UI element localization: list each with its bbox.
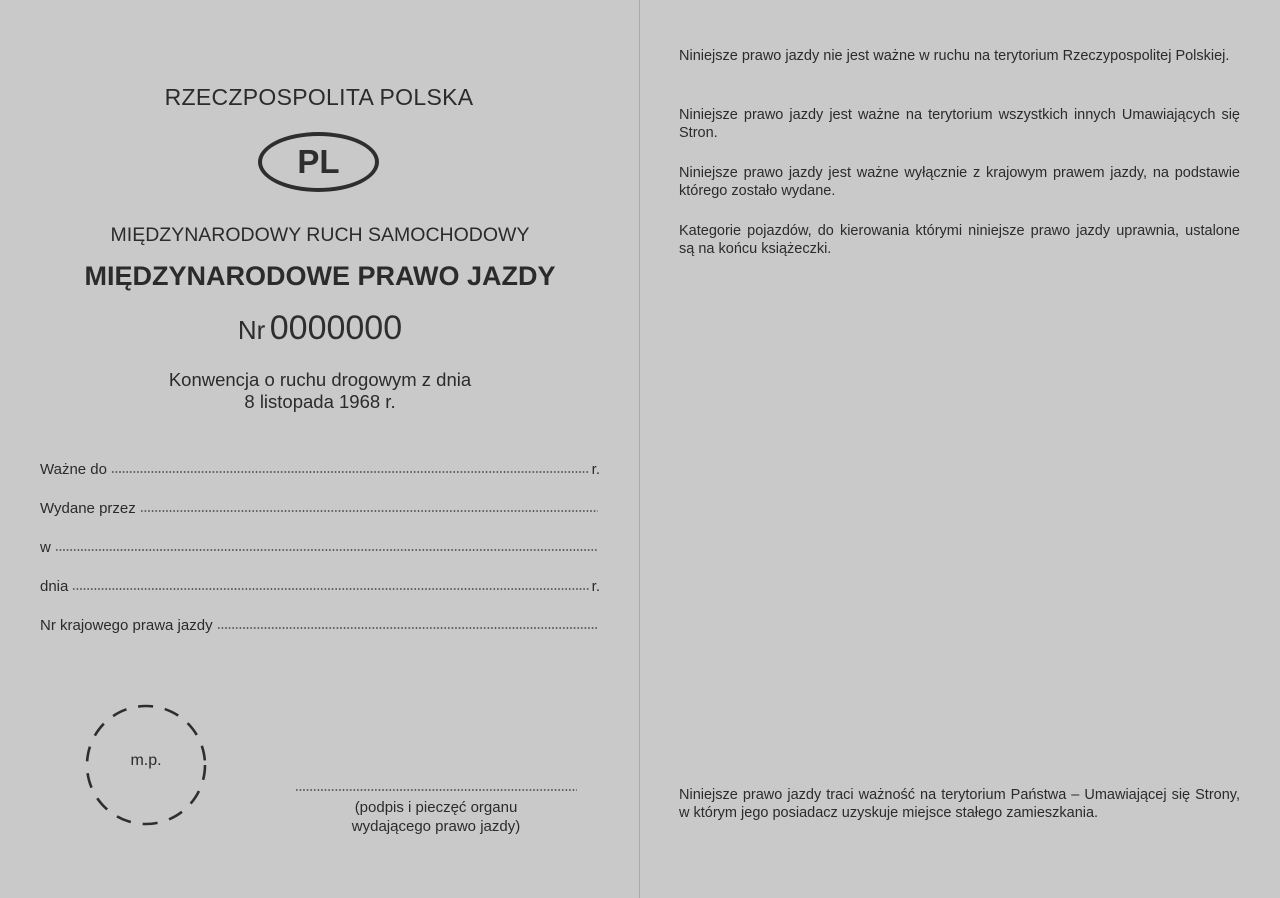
dotted-line[interactable] (140, 509, 598, 513)
field-suffix: r. (591, 578, 600, 595)
signature-caption-line-2: wydającego prawo jazdy) (351, 818, 521, 835)
country-name: RZECZPOSPOLITA POLSKA (164, 84, 474, 110)
validity-paragraph-1: Niniejsze prawo jazdy nie jest ważne w ruchu na terytorium Rzeczypospolitej Polskiej. (679, 48, 1230, 64)
permit-title: MIĘDZYNARODOWE PRAWO JAZDY (84, 261, 556, 291)
dotted-line[interactable] (111, 470, 590, 474)
field-place[interactable] (40, 536, 600, 556)
stamp-label: m.p. (130, 752, 162, 769)
field-national-license-number[interactable] (40, 614, 600, 634)
dotted-line[interactable] (55, 548, 598, 552)
field-label: Wydane przez (40, 500, 136, 517)
traffic-heading: MIĘDZYNARODOWY RUCH SAMOCHODOWY (110, 224, 530, 246)
field-date[interactable] (40, 575, 600, 595)
field-label: Ważne do (40, 461, 107, 478)
validity-paragraph-2: Niniejsze prawo jazdy jest ważne na terytorium wszystkich innych Umawiających się Stron. (679, 107, 1240, 141)
categories-paragraph: Kategorie pojazdów, do kierowania którymi niniejsze prawo jazdy uprawnia, ustalone są na końcu książeczki. (679, 223, 1240, 257)
permit-number (0, 309, 640, 348)
field-issued-by[interactable] (40, 497, 600, 517)
signature-caption (295, 798, 577, 836)
expiry-paragraph: Niniejsze prawo jazdy traci ważność na terytorium Państwa – Umawiającej się Strony, w którym jego posiadacz uzyskuje miejsce stałego zamieszkania. (679, 787, 1240, 821)
country-code-oval (258, 132, 379, 192)
convention-line-2: 8 listopada 1968 r. (244, 391, 396, 412)
field-label: w (40, 539, 51, 556)
permit-number-value: 0000000 (269, 309, 403, 347)
field-valid-until[interactable] (40, 458, 600, 478)
signature-line[interactable] (295, 788, 577, 792)
validity-paragraph-3: Niniejsze prawo jazdy jest ważne wyłącznie z krajowym prawem jazdy, na podstawie którego zostało wydane. (679, 165, 1240, 199)
dotted-line[interactable] (217, 626, 598, 630)
field-suffix: r. (591, 461, 600, 478)
field-label: Nr krajowego prawa jazdy (40, 617, 213, 634)
signature-caption-line-1: (podpis i pieczęć organu (354, 799, 518, 816)
field-label: dnia (40, 578, 69, 595)
dotted-line[interactable] (72, 587, 589, 591)
convention-text (0, 369, 640, 413)
convention-line-1: Konwencja o ruchu drogowym z dnia (168, 369, 472, 390)
country-code: PL (297, 143, 340, 180)
right-page (640, 0, 1280, 898)
permit-number-label: Nr (237, 315, 266, 345)
